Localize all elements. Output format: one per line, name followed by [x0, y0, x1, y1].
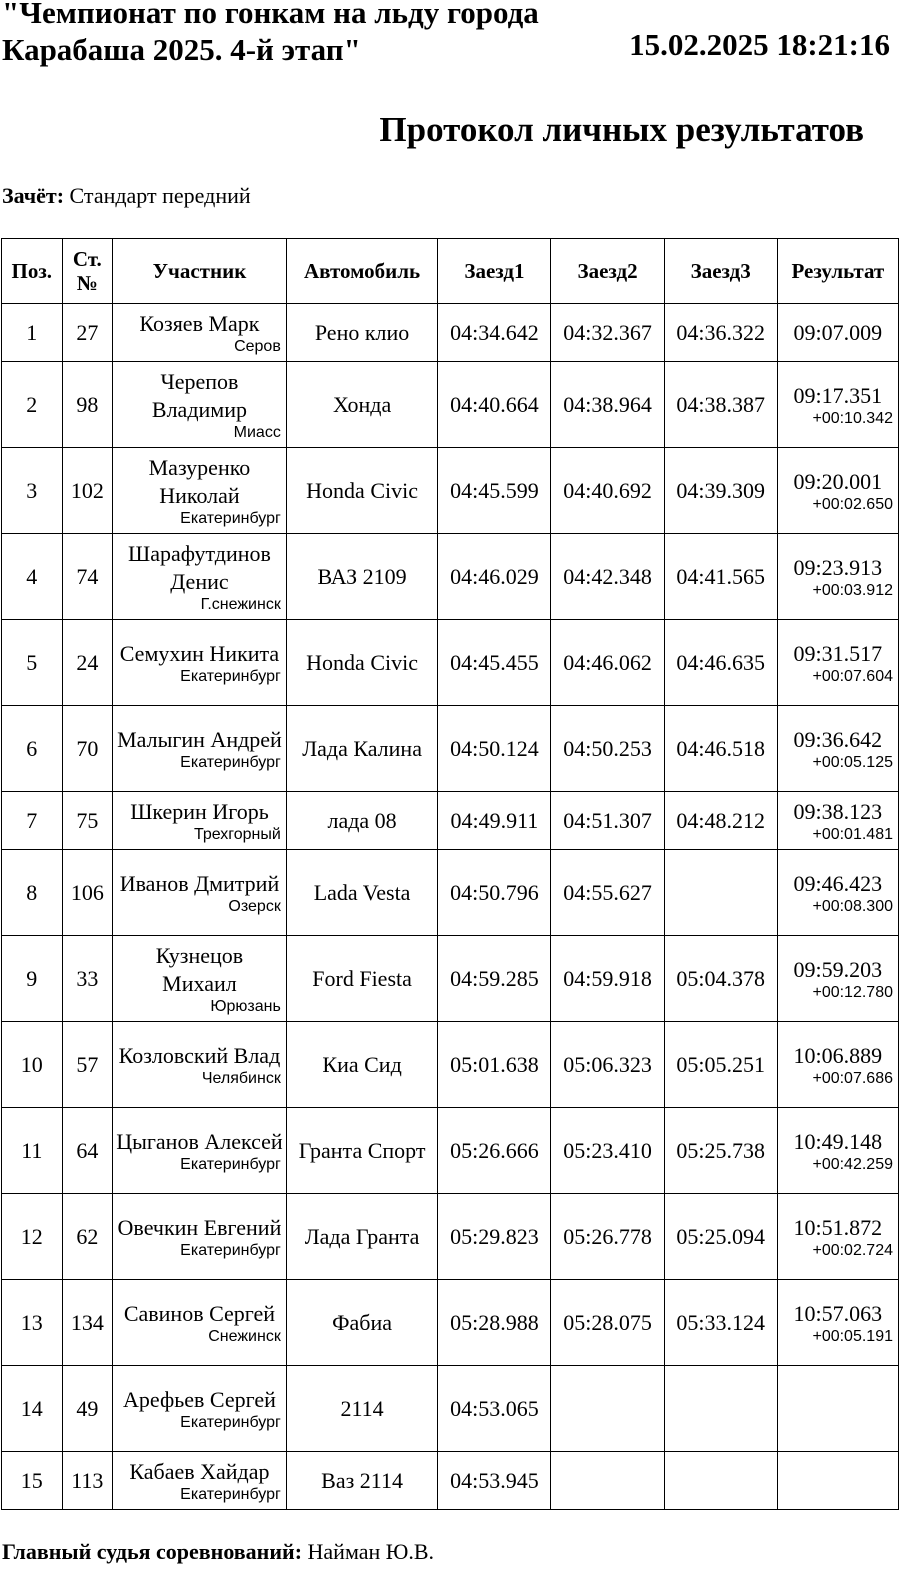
participant-name: Кузнецов Михаил: [155, 943, 244, 996]
participant-city: Екатеринбург: [180, 1156, 281, 1173]
cell-pos: 10: [2, 1022, 63, 1108]
cell-car: Ваз 2114: [286, 1452, 438, 1510]
col-pos: Поз.: [2, 239, 63, 304]
cell-heat1: 04:59.285: [438, 936, 551, 1022]
participant-city: Екатеринбург: [180, 1486, 281, 1503]
cell-heat3: 04:41.565: [664, 534, 777, 620]
cell-start-no: 98: [62, 362, 113, 448]
cell-pos: 8: [2, 850, 63, 936]
cell-heat1: 04:53.945: [438, 1452, 551, 1510]
cell-heat1: 04:45.455: [438, 620, 551, 706]
cell-result: [777, 1280, 898, 1366]
cell-result: [777, 1022, 898, 1108]
category-label: Зачёт:: [2, 183, 65, 208]
table-row: [2, 1452, 899, 1510]
category-value: Стандарт передний: [69, 183, 251, 208]
cell-car: Лада Калина: [286, 706, 438, 792]
cell-pos: 3: [2, 448, 63, 534]
cell-heat3: 05:33.124: [664, 1280, 777, 1366]
cell-heat2: 04:38.964: [551, 362, 664, 448]
participant-name: Черепов Владимир: [151, 369, 247, 422]
cell-pos: 15: [2, 1452, 63, 1510]
category-line: [2, 182, 251, 210]
result-time: 09:36.642: [793, 727, 883, 752]
result-gap: +00:02.724: [812, 1242, 893, 1259]
participant-name: Цыганов Алексей: [116, 1129, 283, 1154]
cell-heat2: 05:23.410: [551, 1108, 664, 1194]
cell-heat2: 04:51.307: [551, 792, 664, 850]
cell-participant: [113, 706, 287, 792]
cell-heat3: [664, 850, 777, 936]
result-time: 09:46.423: [793, 871, 883, 896]
participant-city: Снежинск: [208, 1328, 281, 1345]
cell-pos: 6: [2, 706, 63, 792]
result-time: 10:51.872: [793, 1215, 883, 1240]
event-datetime: 15.02.2025 18:21:16: [629, 27, 890, 62]
cell-participant: [113, 534, 287, 620]
cell-start-no: 33: [62, 936, 113, 1022]
table-row: [2, 1366, 899, 1452]
cell-participant: [113, 1452, 287, 1510]
cell-start-no: 134: [62, 1280, 113, 1366]
participant-name: Малыгин Андрей: [117, 727, 282, 752]
cell-heat3: 04:46.518: [664, 706, 777, 792]
cell-heat1: 04:40.664: [438, 362, 551, 448]
table-row: [2, 1194, 899, 1280]
cell-heat3: [664, 1366, 777, 1452]
cell-heat3: 05:04.378: [664, 936, 777, 1022]
result-time: 09:07.009: [793, 319, 883, 345]
cell-heat2: 04:59.918: [551, 936, 664, 1022]
cell-start-no: 106: [62, 850, 113, 936]
participant-city: Челябинск: [201, 1070, 281, 1087]
cell-heat2: 05:06.323: [551, 1022, 664, 1108]
table-row: [2, 534, 899, 620]
cell-heat3: 04:46.635: [664, 620, 777, 706]
result-gap: +00:03.912: [812, 582, 893, 599]
participant-name: Шкерин Игорь: [130, 799, 269, 824]
cell-heat2: [551, 1452, 664, 1510]
cell-result: [777, 1108, 898, 1194]
col-car: Автомобиль: [286, 239, 438, 304]
result-gap: +00:42.259: [812, 1156, 893, 1173]
cell-car: Гранта Спорт: [286, 1108, 438, 1194]
participant-name: Арефьев Сергей: [123, 1387, 276, 1412]
cell-participant: [113, 850, 287, 936]
chief-judge: [2, 1538, 434, 1566]
result-time: 10:06.889: [793, 1043, 883, 1068]
col-heat3: Заезд3: [664, 239, 777, 304]
cell-car: Киа Сид: [286, 1022, 438, 1108]
table-row: [2, 850, 899, 936]
results-table: [1, 238, 899, 1510]
cell-result: [777, 936, 898, 1022]
cell-result: [777, 792, 898, 850]
judge-label: Главный судья соревнований:: [2, 1539, 303, 1564]
cell-start-no: 102: [62, 448, 113, 534]
table-row: [2, 706, 899, 792]
cell-heat2: 05:28.075: [551, 1280, 664, 1366]
cell-pos: 14: [2, 1366, 63, 1452]
cell-car: лада 08: [286, 792, 438, 850]
cell-heat2: 04:40.692: [551, 448, 664, 534]
cell-car: ВАЗ 2109: [286, 534, 438, 620]
result-time: 09:38.123: [793, 799, 883, 824]
table-row: [2, 1280, 899, 1366]
cell-heat1: 04:34.642: [438, 304, 551, 362]
result-gap: +00:08.300: [812, 898, 893, 915]
table-row: [2, 792, 899, 850]
cell-heat3: 04:39.309: [664, 448, 777, 534]
participant-name: Овечкин Евгений: [117, 1215, 282, 1240]
cell-result: [777, 1452, 898, 1510]
result-gap: +00:07.686: [812, 1070, 893, 1087]
cell-pos: 4: [2, 534, 63, 620]
cell-participant: [113, 1280, 287, 1366]
cell-participant: [113, 1194, 287, 1280]
protocol-title: Протокол личных результатов: [379, 110, 864, 149]
event-title: "Чемпионат по гонкам на льду города Карабаша 2025. 4-й этап": [2, 0, 539, 67]
cell-heat3: [664, 1452, 777, 1510]
cell-car: Lada Vesta: [286, 850, 438, 936]
cell-participant: [113, 448, 287, 534]
judge-name: Найман Ю.В.: [307, 1539, 435, 1564]
cell-pos: 12: [2, 1194, 63, 1280]
participant-name: Савинов Сергей: [123, 1301, 276, 1326]
cell-heat1: 04:45.599: [438, 448, 551, 534]
cell-heat3: 05:25.738: [664, 1108, 777, 1194]
participant-name: Козяев Марк: [139, 311, 260, 336]
cell-pos: 11: [2, 1108, 63, 1194]
cell-car: 2114: [286, 1366, 438, 1452]
cell-pos: 2: [2, 362, 63, 448]
participant-city: Екатеринбург: [180, 510, 281, 527]
cell-car: Ford Fiesta: [286, 936, 438, 1022]
cell-result: [777, 706, 898, 792]
result-gap: +00:10.342: [812, 410, 893, 427]
result-gap: +00:07.604: [812, 668, 893, 685]
cell-result: [777, 534, 898, 620]
cell-car: Фабиа: [286, 1280, 438, 1366]
col-start-no: Ст. №: [62, 239, 113, 304]
cell-result: [777, 850, 898, 936]
participant-city: Озерск: [228, 898, 281, 915]
cell-start-no: 49: [62, 1366, 113, 1452]
result-gap: +00:05.191: [812, 1328, 893, 1345]
table-row: [2, 1108, 899, 1194]
participant-name: Кабаев Хайдар: [129, 1459, 270, 1484]
cell-car: Honda Civic: [286, 620, 438, 706]
cell-participant: [113, 1108, 287, 1194]
cell-pos: 9: [2, 936, 63, 1022]
participant-name: Шарафутдинов Денис: [128, 541, 271, 594]
results-body: [2, 304, 899, 1510]
table-row: [2, 304, 899, 362]
cell-participant: [113, 936, 287, 1022]
cell-participant: [113, 304, 287, 362]
result-time: 09:59.203: [793, 957, 883, 982]
cell-heat1: 04:49.911: [438, 792, 551, 850]
cell-start-no: 62: [62, 1194, 113, 1280]
col-result: Результат: [777, 239, 898, 304]
cell-heat1: 05:26.666: [438, 1108, 551, 1194]
cell-heat2: 04:42.348: [551, 534, 664, 620]
cell-heat2: 04:32.367: [551, 304, 664, 362]
col-heat2: Заезд2: [551, 239, 664, 304]
participant-city: Миасс: [233, 424, 281, 441]
result-time: 09:31.517: [793, 641, 883, 666]
participant-city: Трехгорный: [193, 826, 281, 843]
result-time: 09:17.351: [793, 383, 883, 408]
participant-name: Семухин Никита: [119, 641, 280, 666]
result-gap: +00:01.481: [812, 826, 893, 843]
cell-result: [777, 362, 898, 448]
header-row: [2, 239, 899, 304]
cell-start-no: 70: [62, 706, 113, 792]
participant-city: Серов: [234, 338, 281, 355]
participant-name: Мазуренко Николай: [148, 455, 251, 508]
result-time: 09:23.913: [793, 555, 883, 580]
cell-heat3: 05:05.251: [664, 1022, 777, 1108]
cell-result: [777, 620, 898, 706]
cell-pos: 13: [2, 1280, 63, 1366]
cell-heat2: 04:46.062: [551, 620, 664, 706]
result-gap: +00:05.125: [812, 754, 893, 771]
cell-heat3: 04:48.212: [664, 792, 777, 850]
table-row: [2, 448, 899, 534]
cell-result: [777, 304, 898, 362]
cell-participant: [113, 620, 287, 706]
cell-result: [777, 1366, 898, 1452]
participant-name: Иванов Дмитрий: [119, 871, 280, 896]
participant-name: Козловский Влад: [118, 1043, 281, 1068]
cell-participant: [113, 362, 287, 448]
cell-pos: 7: [2, 792, 63, 850]
cell-start-no: 24: [62, 620, 113, 706]
cell-pos: 5: [2, 620, 63, 706]
cell-participant: [113, 1366, 287, 1452]
cell-car: Рено клио: [286, 304, 438, 362]
cell-heat1: 04:50.796: [438, 850, 551, 936]
table-row: [2, 1022, 899, 1108]
cell-car: Лада Гранта: [286, 1194, 438, 1280]
cell-result: [777, 448, 898, 534]
table-row: [2, 620, 899, 706]
cell-heat1: 04:46.029: [438, 534, 551, 620]
cell-heat2: [551, 1366, 664, 1452]
cell-heat2: 04:55.627: [551, 850, 664, 936]
cell-heat3: 04:36.322: [664, 304, 777, 362]
result-time: 10:57.063: [793, 1301, 883, 1326]
table-row: [2, 362, 899, 448]
participant-city: Юрюзань: [210, 998, 281, 1015]
cell-pos: 1: [2, 304, 63, 362]
participant-city: Екатеринбург: [180, 754, 281, 771]
cell-start-no: 64: [62, 1108, 113, 1194]
cell-participant: [113, 792, 287, 850]
cell-heat1: 05:29.823: [438, 1194, 551, 1280]
cell-start-no: 27: [62, 304, 113, 362]
result-gap: +00:12.780: [812, 984, 893, 1001]
cell-car: Хонда: [286, 362, 438, 448]
participant-city: Екатеринбург: [180, 1242, 281, 1259]
table-row: [2, 936, 899, 1022]
result-time: 10:49.148: [793, 1129, 883, 1154]
cell-start-no: 113: [62, 1452, 113, 1510]
participant-city: Екатеринбург: [180, 1414, 281, 1431]
result-gap: +00:02.650: [812, 496, 893, 513]
participant-city: Екатеринбург: [180, 668, 281, 685]
col-heat1: Заезд1: [438, 239, 551, 304]
cell-heat3: 04:38.387: [664, 362, 777, 448]
cell-start-no: 57: [62, 1022, 113, 1108]
cell-heat1: 04:53.065: [438, 1366, 551, 1452]
participant-city: Г.снежинск: [200, 596, 281, 613]
cell-start-no: 75: [62, 792, 113, 850]
cell-heat1: 05:28.988: [438, 1280, 551, 1366]
cell-heat3: 05:25.094: [664, 1194, 777, 1280]
cell-heat2: 04:50.253: [551, 706, 664, 792]
cell-car: Honda Civic: [286, 448, 438, 534]
col-participant: Участник: [113, 239, 287, 304]
cell-participant: [113, 1022, 287, 1108]
cell-heat1: 05:01.638: [438, 1022, 551, 1108]
cell-heat2: 05:26.778: [551, 1194, 664, 1280]
result-time: 09:20.001: [793, 469, 883, 494]
cell-result: [777, 1194, 898, 1280]
cell-start-no: 74: [62, 534, 113, 620]
cell-heat1: 04:50.124: [438, 706, 551, 792]
